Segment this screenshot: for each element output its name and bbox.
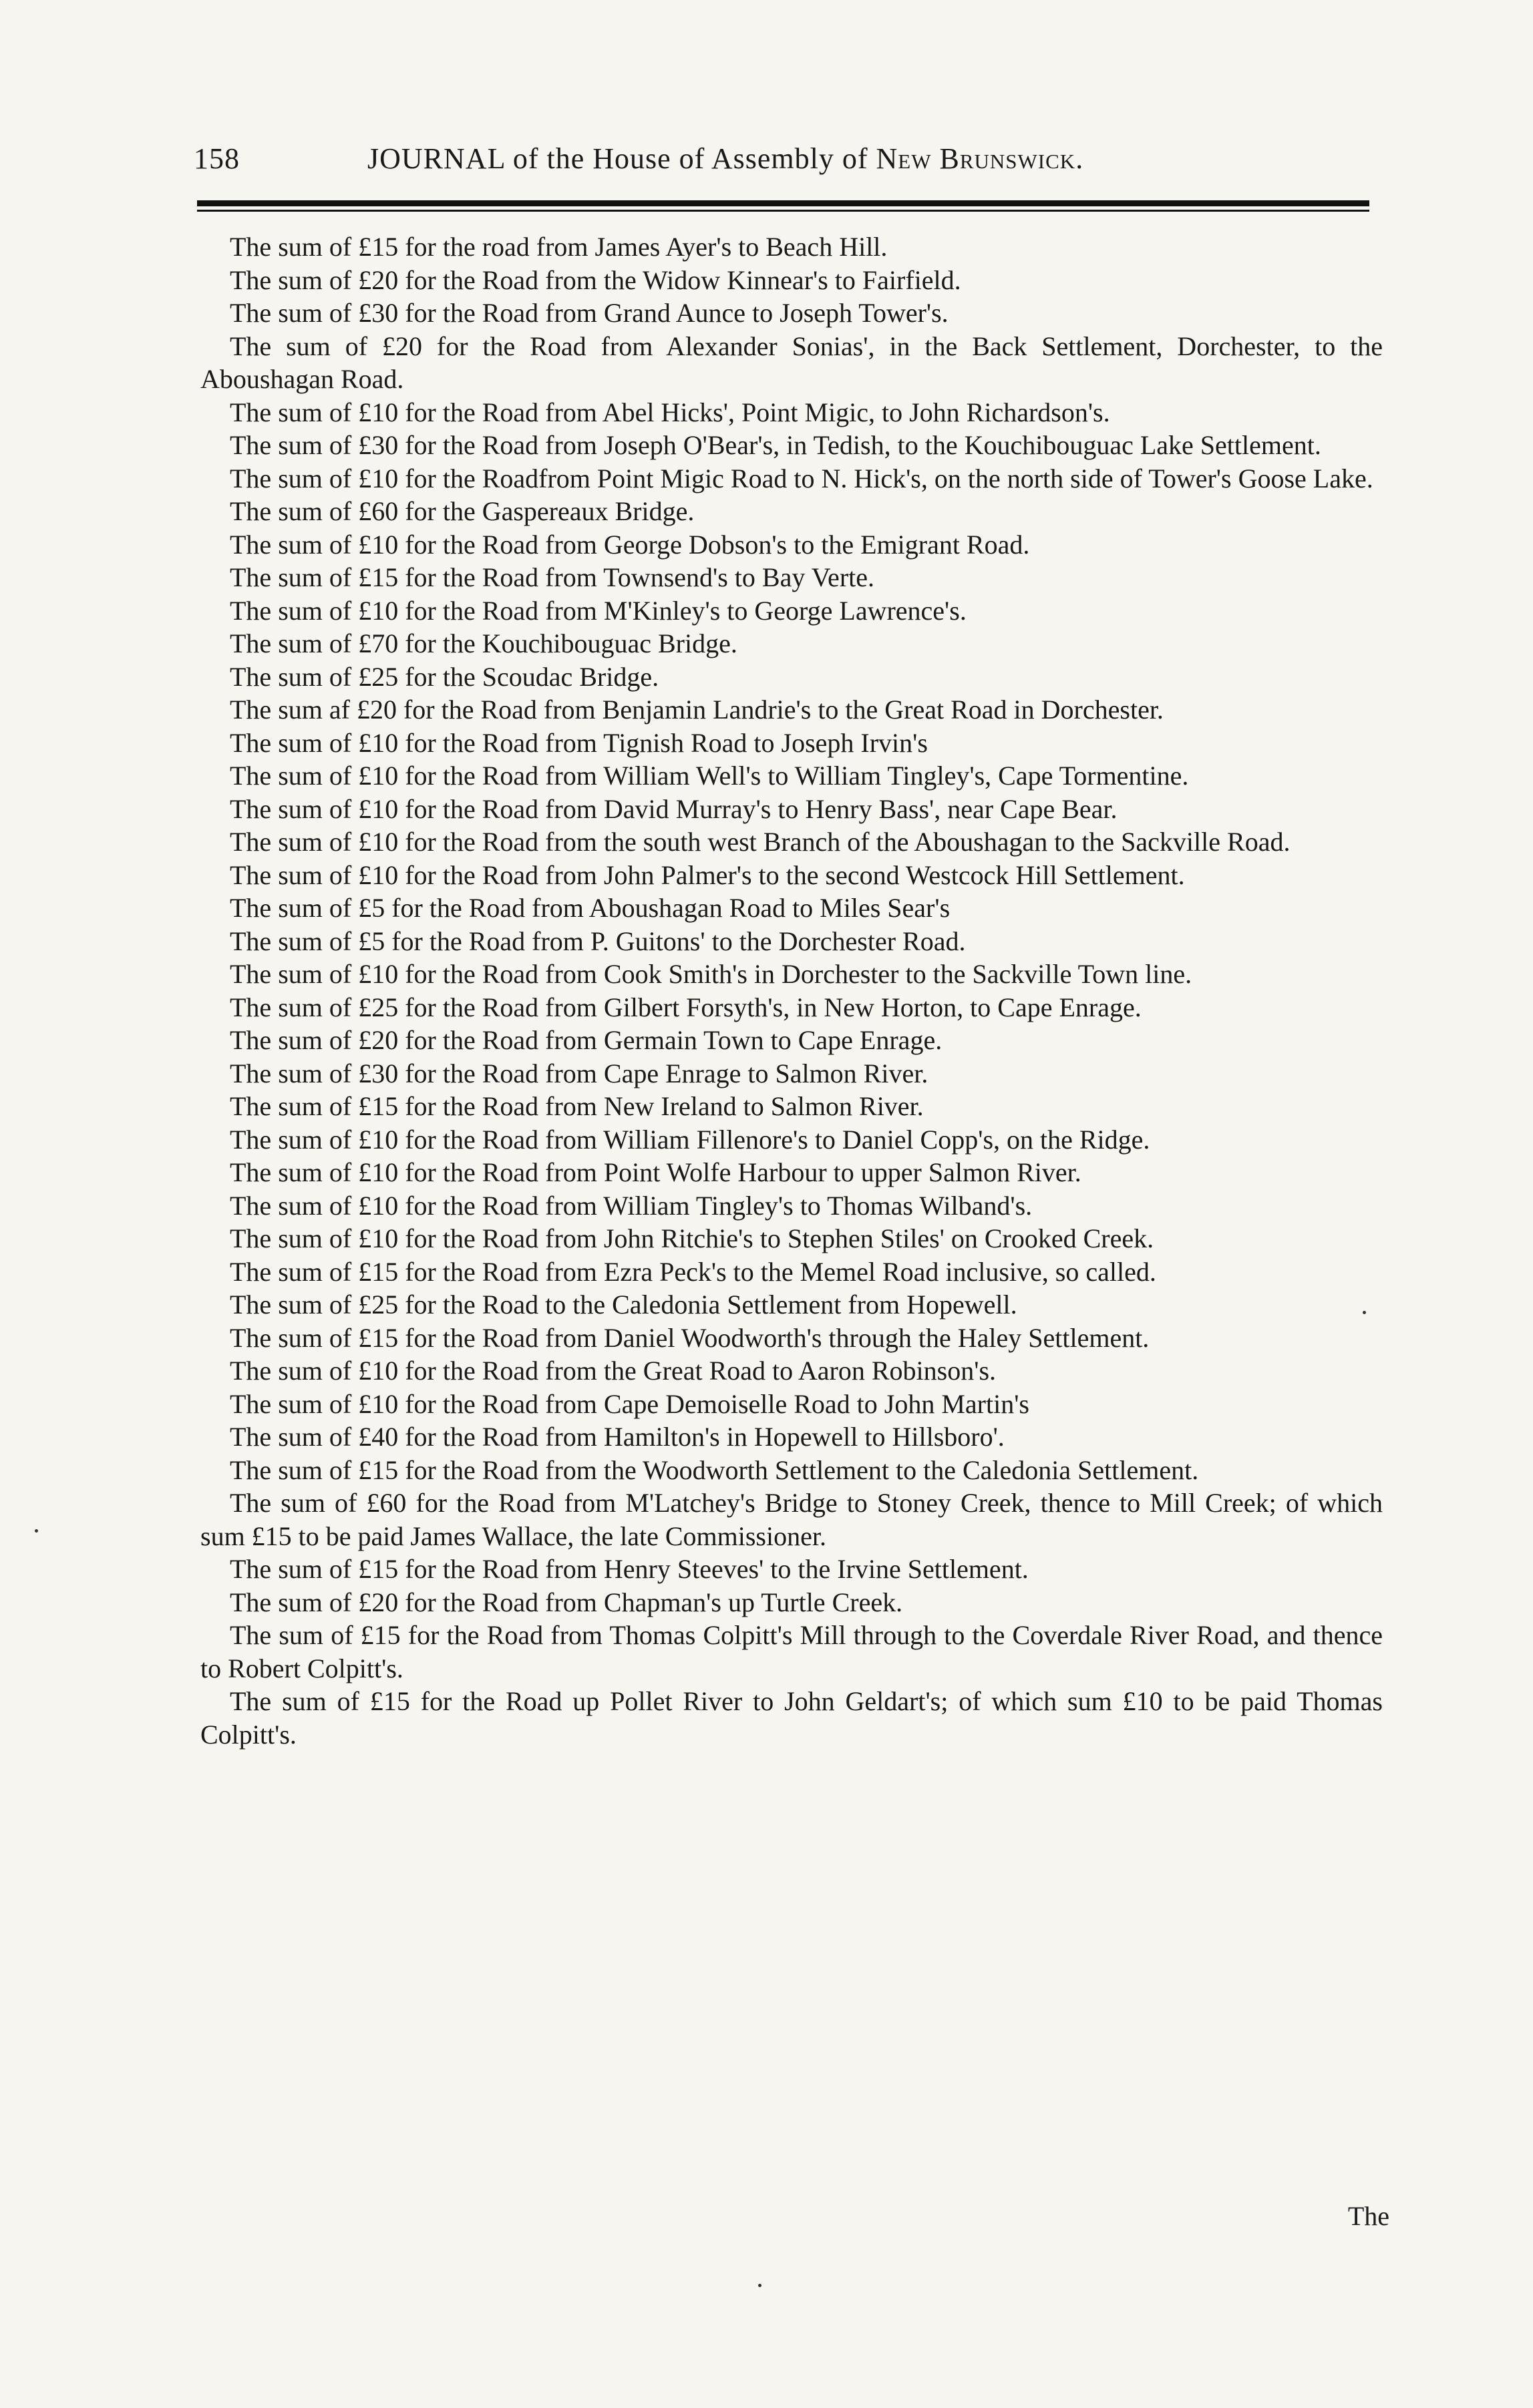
list-item: The sum of £25 for the Scoudac Bridge.: [230, 661, 659, 692]
header-rule-thin: [197, 210, 1369, 212]
running-title-state: New Brunswick.: [876, 142, 1084, 175]
list-item: The sum of £10 for the Road from Cook Smith's in Dorchester to the Sackville Town line.: [230, 959, 1192, 989]
list-item: The sum of £15 for the road from James Ayer's to Beach Hill.: [230, 232, 888, 262]
list-item: The sum of £10 for the Road from the south west Branch of the Aboushagan to the Sackville Road.: [230, 827, 1291, 857]
list-item: The sum of £15 for the Road from the Woodworth Settlement to the Caledonia Settlement.: [230, 1454, 1199, 1485]
list-item: The sum of £15 for the Road from Thomas Colpitt's Mill through to the Coverdale River Road, and thence to Robert Colpitt's.: [200, 1620, 1383, 1683]
list-item: The sum of £10 for the Road from Tignish Road to Joseph Irvin's: [230, 727, 928, 758]
list-item: The sum of £60 for the Road from M'Latchey's Bridge to Stoney Creek, thence to Mill Creek; of which sum £15 to be paid James Wallace, the late Commissioner.: [200, 1488, 1383, 1551]
list-item: The sum af £20 for the Road from Benjamin Landrie's to the Great Road in Dorchester.: [230, 694, 1164, 725]
list-item: The sum of £10 for the Roadfrom Point Migic Road to N. Hick's, on the north side of Tower's Goose Lake.: [230, 463, 1373, 493]
list-item: The sum of £60 for the Gaspereaux Bridge.: [230, 496, 695, 526]
appropriations-list: [200, 230, 1383, 1751]
list-item: The sum of £15 for the Road from Henry Steeves' to the Irvine Settlement.: [230, 1554, 1029, 1584]
list-item: The sum of £5 for the Road from Aboushagan Road to Miles Sear's: [230, 893, 951, 923]
running-title: [367, 142, 1083, 176]
list-item: The sum of £10 for the Road from George Dobson's to the Emigrant Road.: [230, 529, 1030, 560]
ink-speck: [35, 1529, 38, 1533]
list-item: The sum of £10 for the Road from Cape Demoiselle Road to John Martin's: [230, 1388, 1029, 1419]
page-header: [194, 142, 1369, 182]
list-item: The sum of £30 for the Road from Joseph O'Bear's, in Tedish, to the Kouchibouguac Lake Settlement.: [230, 430, 1321, 460]
list-item: The sum of £15 for the Road from New Ireland to Salmon River.: [230, 1091, 924, 1121]
list-item: The sum of £20 for the Road from the Widow Kinnear's to Fairfield.: [230, 264, 961, 295]
list-item: The sum of £15 for the Road from Ezra Peck's to the Memel Road inclusive, so called.: [230, 1256, 1156, 1287]
list-item: The sum of £20 for the Road from Alexander Sonias', in the Back Settlement, Dorchester, to the Aboushagan Road.: [200, 331, 1383, 394]
list-item: The sum of £15 for the Road from Townsend's to Bay Verte.: [230, 562, 874, 592]
list-item: The sum of £10 for the Road from Point Wolfe Harbour to upper Salmon River.: [230, 1157, 1081, 1187]
list-item: The sum of £5 for the Road from P. Guitons' to the Dorchester Road.: [230, 926, 966, 956]
list-item: The sum of £15 for the Road up Pollet River to John Geldart's; of which sum £10 to be paid Thomas Colpitt's.: [200, 1686, 1383, 1750]
list-item: The sum of £25 for the Road to the Caledonia Settlement from Hopewell.: [230, 1289, 1017, 1320]
list-item: The sum of £30 for the Road from Cape Enrage to Salmon River.: [230, 1058, 928, 1088]
list-item: The sum of £70 for the Kouchibouguac Bridge.: [230, 628, 737, 658]
catchword: The: [1347, 2201, 1389, 2231]
list-item: The sum of £25 for the Road from Gilbert Forsyth's, in New Horton, to Cape Enrage.: [230, 992, 1142, 1022]
list-item: The sum of £10 for the Road from M'Kinley's to George Lawrence's.: [230, 595, 967, 626]
ink-speck: [1363, 1311, 1366, 1314]
list-item: The sum of £10 for the Road from William Tingley's to Thomas Wilband's.: [230, 1190, 1033, 1221]
list-item: The sum of £10 for the Road from David Murray's to Henry Bass', near Cape Bear.: [230, 793, 1118, 824]
list-item: The sum of £30 for the Road from Grand Aunce to Joseph Tower's.: [230, 298, 949, 328]
list-item: The sum of £40 for the Road from Hamilton's in Hopewell to Hillsboro'.: [230, 1422, 1005, 1452]
list-item: The sum of £15 for the Road from Daniel Woodworth's through the Haley Settlement.: [230, 1322, 1150, 1353]
list-item: The sum of £10 for the Road from John Palmer's to the second Westcock Hill Settlement.: [230, 859, 1185, 890]
header-rule-thick: [197, 200, 1369, 206]
list-item: The sum of £10 for the Road from the Great Road to Aaron Robinson's.: [230, 1356, 997, 1386]
list-item: The sum of £10 for the Road from John Ritchie's to Stephen Stiles' on Crooked Creek.: [230, 1223, 1154, 1253]
list-item: The sum of £20 for the Road from Chapman's up Turtle Creek.: [230, 1587, 903, 1617]
list-item: The sum of £20 for the Road from Germain Town to Cape Enrage.: [230, 1025, 943, 1055]
ink-speck: [758, 2284, 761, 2287]
running-title-main: JOURNAL of the House of Assembly of: [367, 142, 876, 175]
page-number: 158: [194, 142, 240, 175]
list-item: The sum of £10 for the Road from William Well's to William Tingley's, Cape Tormentine.: [230, 761, 1189, 791]
list-item: The sum of £10 for the Road from Abel Hicks', Point Migic, to John Richardson's.: [230, 397, 1110, 427]
list-item: The sum of £10 for the Road from William Fillenore's to Daniel Copp's, on the Ridge.: [230, 1124, 1150, 1155]
